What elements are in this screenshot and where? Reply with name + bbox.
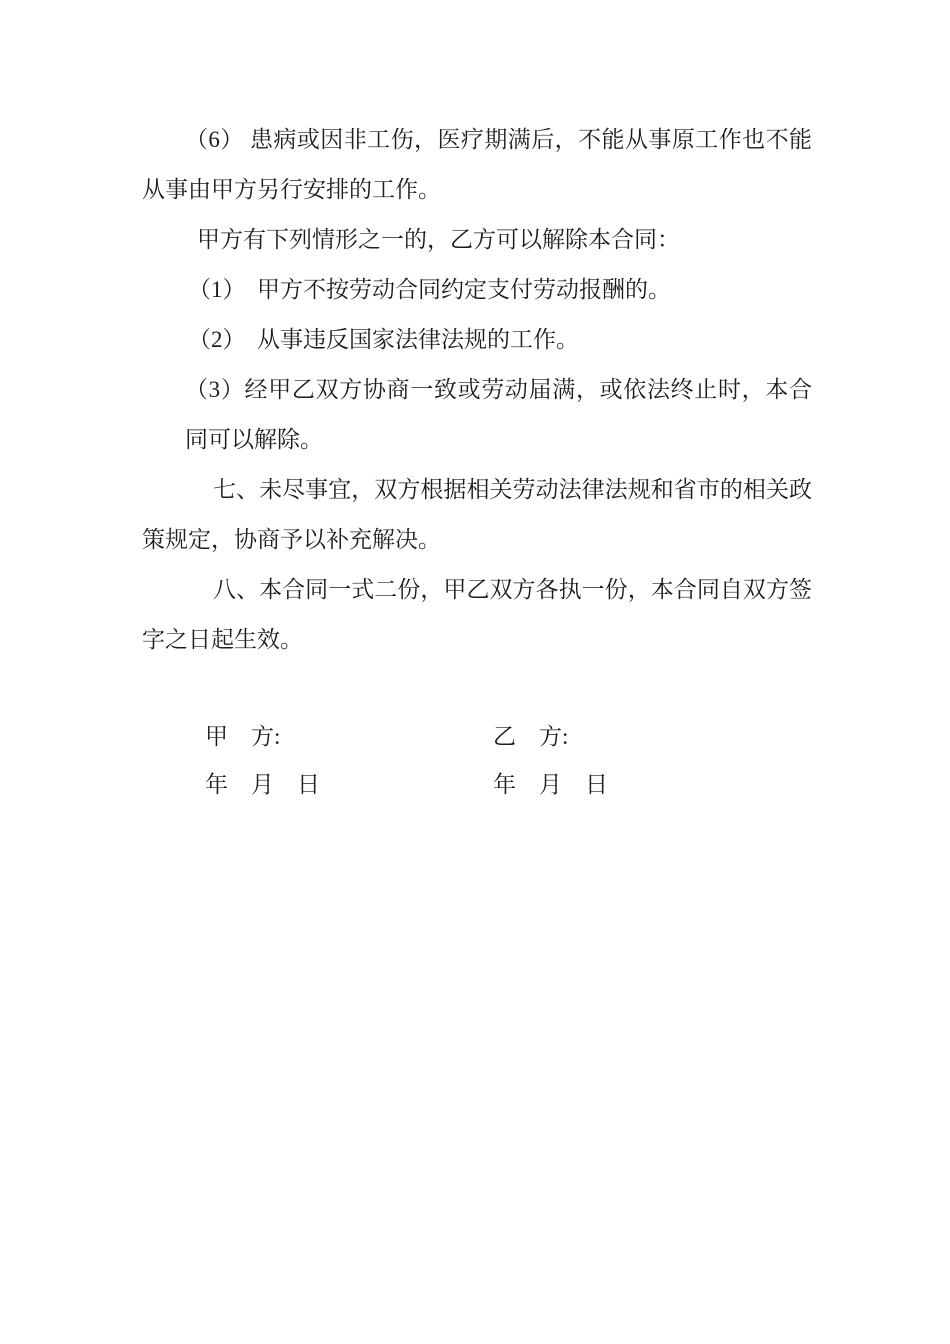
party-a-label: 甲 方:: [205, 724, 281, 749]
contract-body: [142, 115, 812, 665]
party-b-label: 乙 方:: [493, 724, 569, 749]
party-a-date-line: 年 月 日: [205, 772, 320, 797]
termination-item-1: （1） 甲方不按劳动合同约定支付劳动报酬的。: [188, 277, 671, 302]
article-8-line-2: 字之日起生效。: [142, 627, 303, 652]
signature-party-row: [142, 713, 812, 761]
termination-item-2: （2） 从事违反国家法律法规的工作。: [188, 327, 579, 352]
party-b-termination-intro: 甲方有下列情形之一的，乙方可以解除本合同：: [197, 227, 680, 252]
termination-item-3-line-2: 同可以解除。: [185, 427, 323, 452]
signature-date-row: [142, 761, 812, 809]
party-b-date-line: 年 月 日: [493, 772, 608, 797]
clause-6-line-2: 从事由甲方另行安排的工作。: [142, 177, 441, 202]
signature-block: [142, 713, 812, 809]
clause-6-line-1: （6） 患病或因非工伤，医疗期满后，不能从事原工作也不能: [185, 127, 812, 152]
article-7-line-1: 七、未尽事宜，双方根据相关劳动法律法规和省市的相关政: [213, 477, 812, 502]
article-7-line-2: 策规定，协商予以补充解决。: [142, 527, 441, 552]
termination-item-3-line-1: （3）经甲乙双方协商一致或劳动届满，或依法终止时，本合: [185, 377, 812, 402]
article-8-line-1: 八、本合同一式二份，甲乙双方各执一份，本合同自双方签: [213, 577, 812, 602]
